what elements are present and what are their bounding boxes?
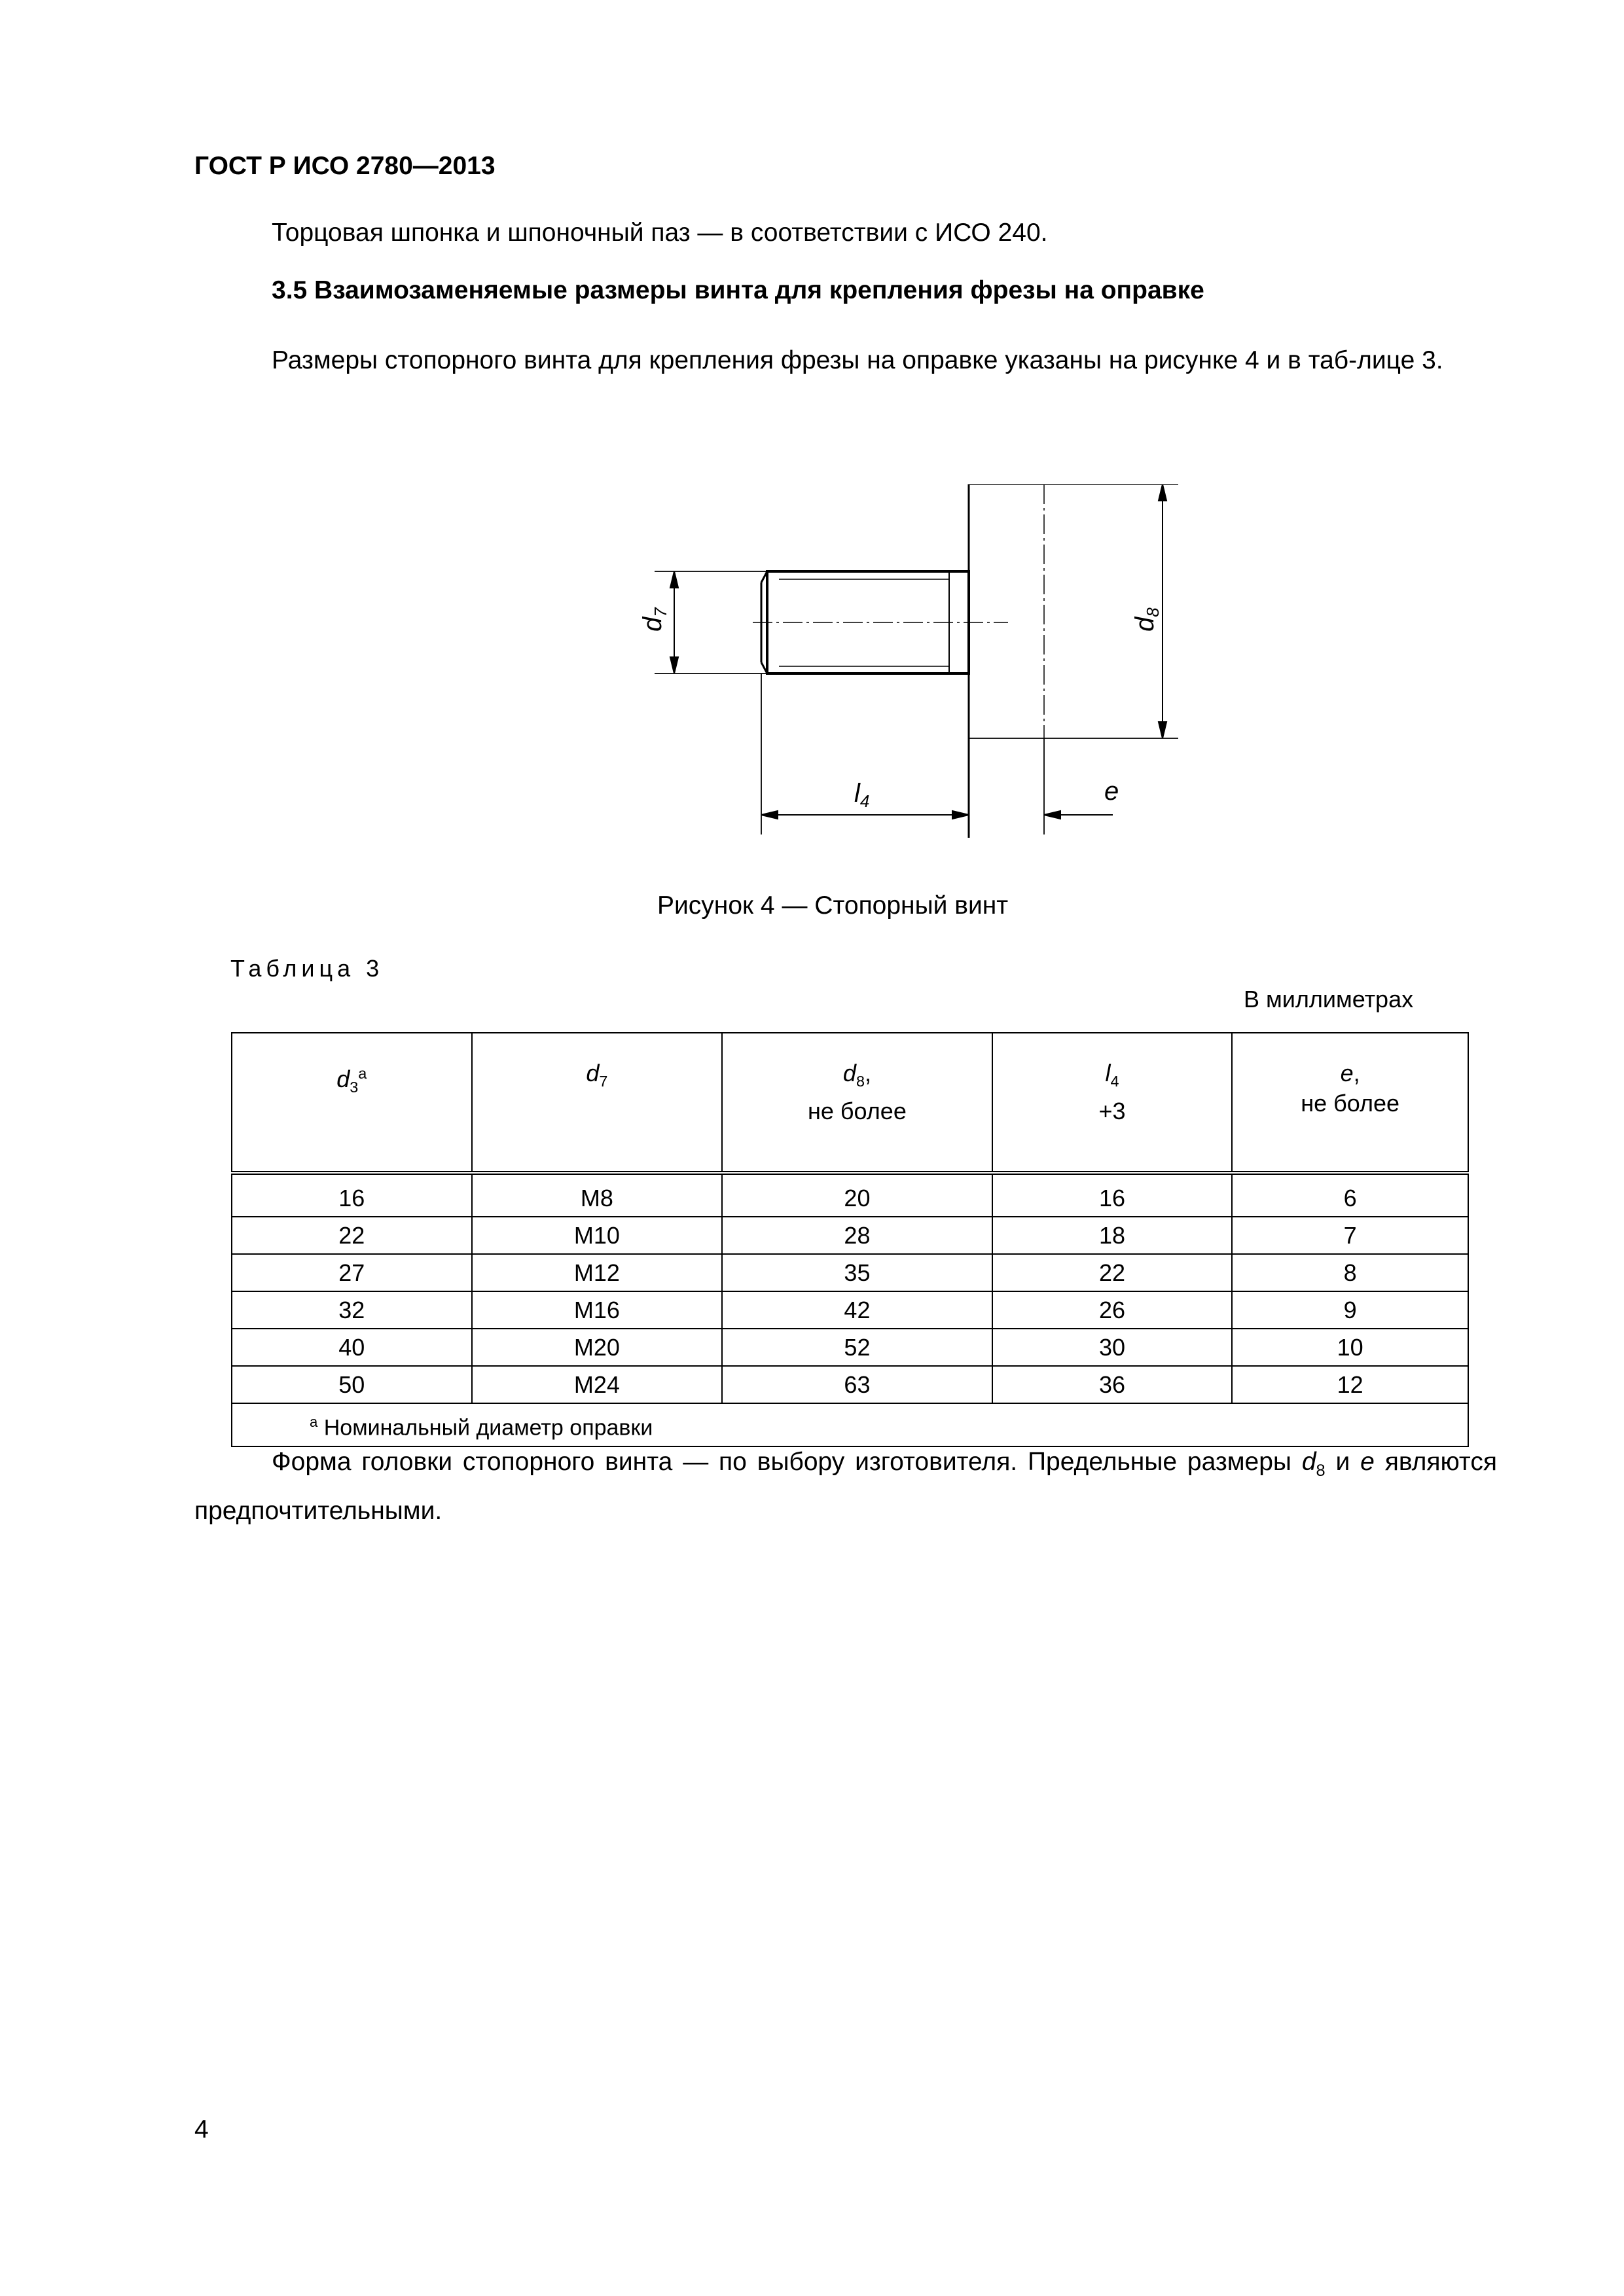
paragraph-head-shape: Форма головки стопорного винта — по выбору изготовителя. Предельные размеры $d_8$ и e являются предпочтительными.	[194, 1448, 1497, 1525]
figure-caption: Рисунок 4 — Стопорный винт	[657, 891, 1009, 920]
table-row: 27 M12 35 22 8	[232, 1254, 1468, 1291]
label-l4: $l_4$	[854, 779, 870, 811]
dimensions-table	[231, 1032, 1469, 1447]
table-footnote-row: $^a$ Номинальный диаметр оправки	[232, 1403, 1468, 1446]
document-header: ГОСТ Р ИСО 2780—2013	[194, 152, 496, 180]
table-row: 40 M20 52 30 10	[232, 1329, 1468, 1366]
table-row: 16 M8 20 16 6	[232, 1173, 1468, 1217]
page-number: 4	[194, 2115, 209, 2144]
table-row: 22 M10 28 18 7	[232, 1217, 1468, 1254]
header-d8: $d_8$, не более	[722, 1033, 992, 1173]
section-heading: 3.5 Взаимозаменяемые размеры винта для крепления фрезы на оправке	[272, 276, 1204, 304]
label-e: e	[1104, 777, 1119, 806]
header-d7: $d_7$	[472, 1033, 723, 1173]
table-row: 32 M16 42 26 9	[232, 1291, 1468, 1329]
header-e: e, не более	[1232, 1033, 1468, 1173]
paragraph-screw-dimensions: Размеры стопорного винта для крепления фрезы на оправке указаны на рисунке 4 и в таб-лице 3.	[272, 346, 1443, 374]
label-d7: $d_7$	[638, 607, 670, 632]
table-label: Таблица 3	[230, 955, 384, 982]
header-d3: $d_3^a$	[232, 1033, 472, 1173]
paragraph-key-slot: Торцовая шпонка и шпоночный паз — в соответствии с ИСО 240.	[272, 219, 1048, 247]
figure-retaining-screw	[615, 484, 1191, 838]
label-d8: $d_8$	[1130, 607, 1163, 632]
header-l4: $l_4$ +3	[992, 1033, 1233, 1173]
table-units: В миллиметрах	[1244, 986, 1414, 1013]
table-row: 50 M24 63 36 12	[232, 1366, 1468, 1403]
